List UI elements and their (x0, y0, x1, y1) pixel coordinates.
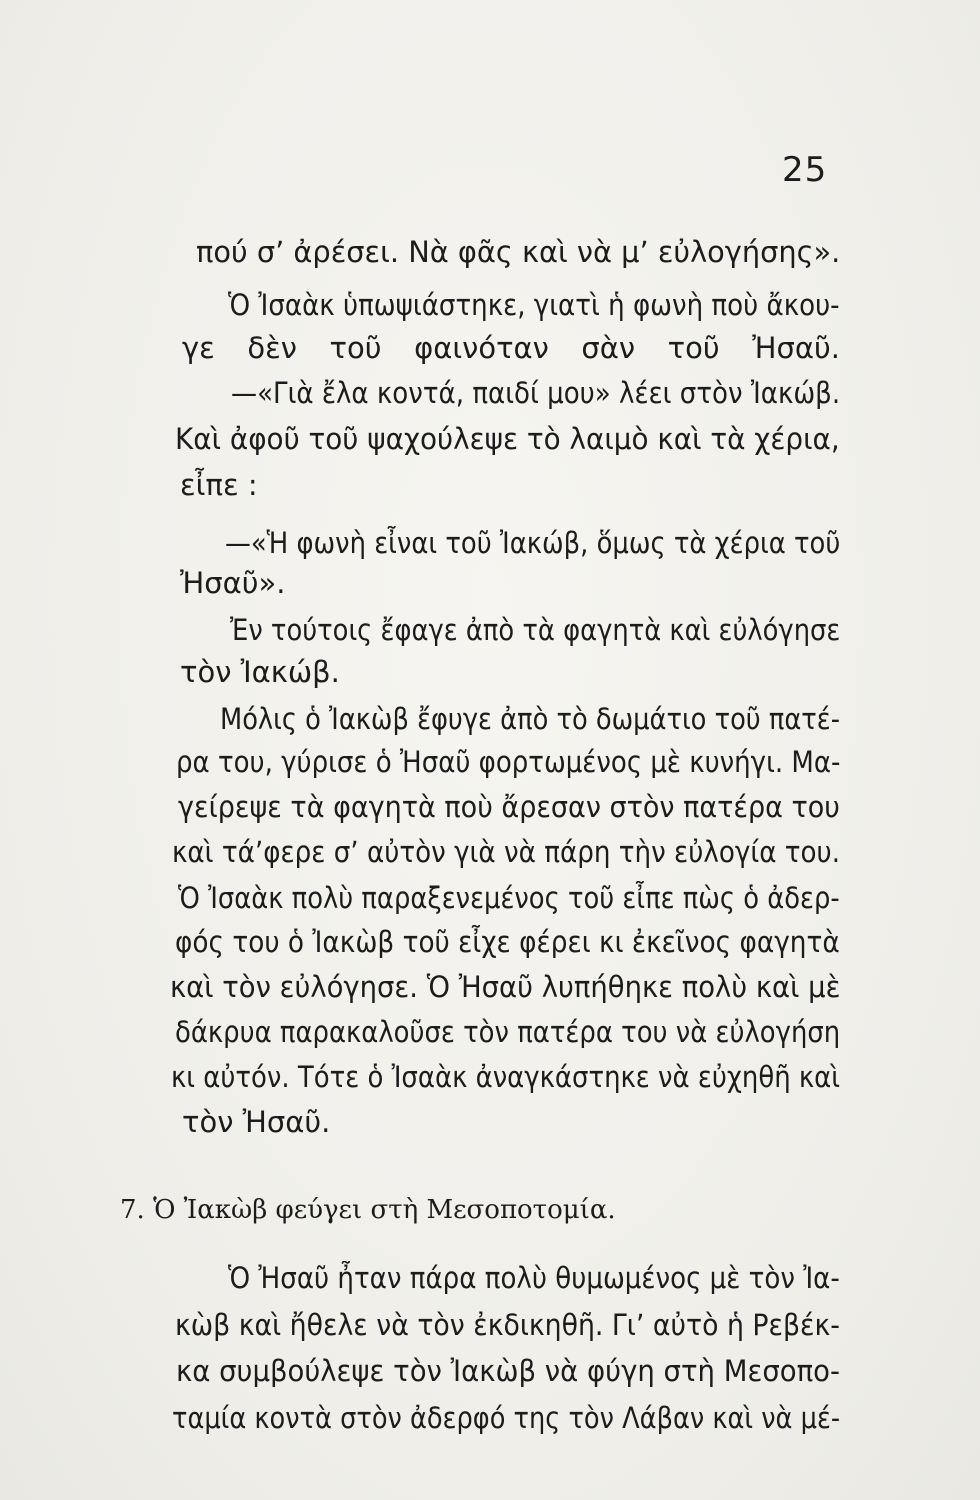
text-line: Ὁ Ἰσαὰκ ὑπωψιάστηκε, γιατὶ ἡ φωνὴ ποὺ ἄκου- (228, 288, 840, 322)
text-line: κα συμβούλεψε τὸν Ἰακὼβ νὰ φύγη στὴ Μεσοπο- (176, 1354, 840, 1388)
text-line: κὼβ καὶ ἤθελε νὰ τὸν ἐκδικηθῆ. Γι’ αὐτὸ ἡ Ρεβέκ- (175, 1308, 840, 1342)
text-line: Ὁ Ἰσαὰκ πολὺ παραξενεμένος τοῦ εἶπε πὼς ὁ ἀδερ- (178, 881, 840, 915)
text-line: Ἐν τούτοις ἔφαγε ἀπὸ τὰ φαγητὰ καὶ εὐλόγησε (230, 613, 841, 647)
text-line: τὸν Ἠσαῦ. (182, 1105, 331, 1139)
text-line: πού σ’ ἀρέσει. Νὰ φᾶς καὶ νὰ μ’ εὐλογήσης». (196, 235, 841, 269)
text-line: Ὁ Ἠσαῦ ἦταν πάρα πολὺ θυμωμένος μὲ τὸν Ἰα- (228, 1261, 840, 1295)
text-line: ταμία κοντὰ στὸν ἀδερφό της τὸν Λάβαν καὶ νὰ μέ- (172, 1401, 841, 1435)
text-line: γε δὲν τοῦ φαινόταν σὰν τοῦ Ἠσαῦ. (182, 331, 840, 365)
text-line: —«Γιὰ ἔλα κοντά, παιδί μου» λέει στὸν Ἰακώβ. (231, 376, 841, 410)
text-line: Καὶ ἀφοῦ τοῦ ψαχούλεψε τὸ λαιμὸ καὶ τὰ χέρια, (175, 422, 840, 456)
text-line: Ἠσαῦ». (180, 566, 286, 600)
text-line: τὸν Ἰακώβ. (180, 655, 340, 689)
text-line: ρα του, γύρισε ὁ Ἠσαῦ φορτωμένος μὲ κυνήγι. Μα- (176, 745, 841, 779)
text-line: —«Ἡ φωνὴ εἶναι τοῦ Ἰακώβ, ὅμως τὰ χέρια τοῦ (225, 526, 841, 560)
section-heading: 7. Ὁ Ἰακὼβ φεύγει στὴ Μεσοποτομία. (120, 1195, 616, 1225)
text-line: δάκρυα παρακαλοῦσε τὸν πατέρα του νὰ εὐλογήση (175, 1015, 841, 1049)
text-line: εἶπε : (180, 468, 258, 502)
text-line: φός του ὁ Ἰακὼβ τοῦ εἶχε φέρει κι ἐκεῖνος φαγητὰ (175, 925, 840, 959)
text-line: κι αὐτόν. Τότε ὁ Ἰσαὰκ ἀναγκάστηκε νὰ εὐχηθῆ καὶ (171, 1060, 841, 1094)
text-line: Μόλις ὁ Ἰακὼβ ἔφυγε ἀπὸ τὸ δωμάτιο τοῦ πατέ- (220, 702, 840, 736)
text-line: καὶ τά’φερε σ’ αὐτὸν γιὰ νὰ πάρη τὴν εὐλογία του. (172, 835, 841, 869)
text-line: γείρεψε τὰ φαγητὰ ποὺ ἄρεσαν στὸν πατέρα του (178, 790, 840, 824)
text-line: καὶ τὸν εὐλόγησε. Ὁ Ἠσαῦ λυπήθηκε πολὺ καὶ μὲ (170, 970, 841, 1004)
page-number: 25 (782, 150, 828, 190)
